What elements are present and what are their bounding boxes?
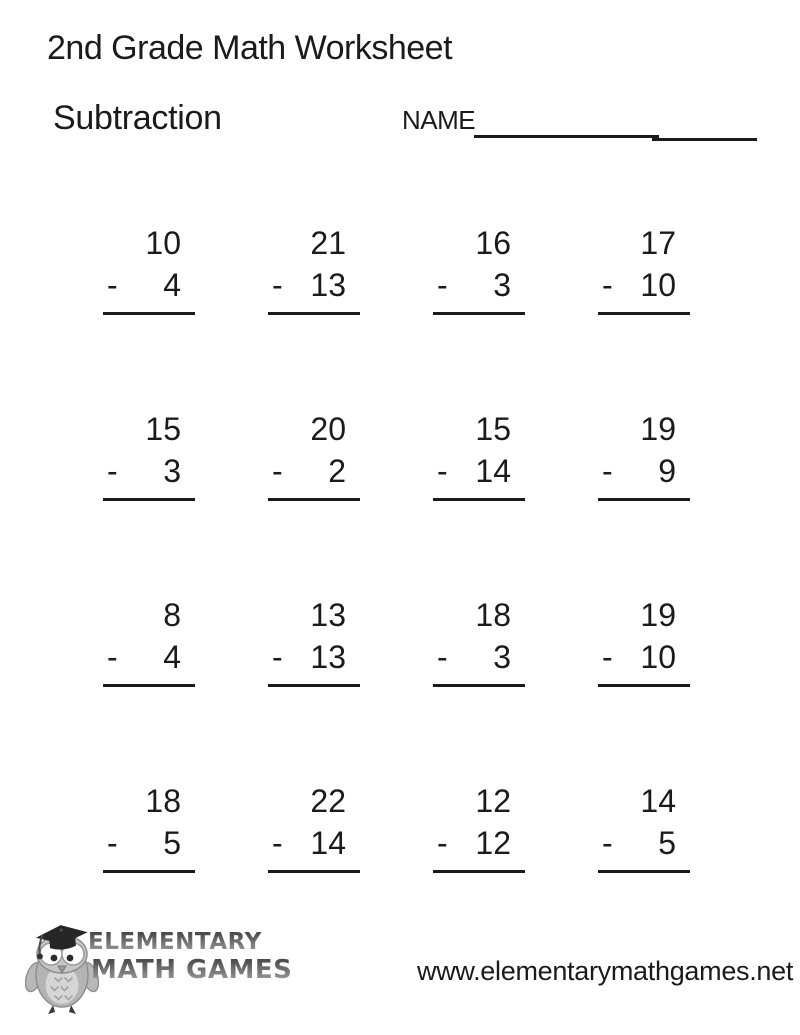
minuend: 17 xyxy=(640,225,676,261)
minuend: 10 xyxy=(145,225,181,261)
minuend: 19 xyxy=(640,411,676,447)
subtraction-problem xyxy=(598,594,690,687)
minuend: 15 xyxy=(145,411,181,447)
subtrahend-row xyxy=(433,264,525,306)
minus-operator: - xyxy=(272,453,283,489)
subtrahend-row xyxy=(433,822,525,864)
answer-line xyxy=(433,684,525,687)
problems-grid xyxy=(103,222,690,873)
subtrahend-row xyxy=(103,450,195,492)
answer-line xyxy=(433,312,525,315)
subtrahend-row xyxy=(598,264,690,306)
subtrahend-row xyxy=(268,264,360,306)
answer-line xyxy=(103,870,195,873)
subtrahend: 10 xyxy=(640,639,676,675)
page-title: 2nd Grade Math Worksheet xyxy=(47,29,453,67)
subtraction-problem xyxy=(598,222,690,315)
subtrahend: 4 xyxy=(163,267,181,303)
subtraction-problem xyxy=(433,780,525,873)
subtrahend-row xyxy=(598,636,690,678)
minus-operator: - xyxy=(437,639,448,675)
subtrahend-row xyxy=(268,822,360,864)
answer-line xyxy=(433,498,525,501)
subtraction-problem xyxy=(103,780,195,873)
subtraction-problem xyxy=(433,594,525,687)
subtraction-problem xyxy=(433,222,525,315)
name-blank-line xyxy=(652,138,757,141)
subtrahend-row xyxy=(103,822,195,864)
subtrahend: 3 xyxy=(163,453,181,489)
answer-line xyxy=(103,498,195,501)
minus-operator: - xyxy=(272,639,283,675)
minuend: 18 xyxy=(475,597,511,633)
minuend: 18 xyxy=(145,783,181,819)
subtrahend-row xyxy=(268,636,360,678)
minuend: 19 xyxy=(640,597,676,633)
subtrahend-row xyxy=(103,264,195,306)
minus-operator: - xyxy=(272,267,283,303)
subtrahend-row xyxy=(433,636,525,678)
minuend: 14 xyxy=(640,783,676,819)
minuend: 13 xyxy=(310,597,346,633)
subtrahend-row xyxy=(268,450,360,492)
minuend: 22 xyxy=(310,783,346,819)
subtraction-problem xyxy=(268,222,360,315)
subtrahend: 2 xyxy=(328,453,346,489)
minus-operator: - xyxy=(602,639,613,675)
answer-line xyxy=(598,312,690,315)
subtraction-problem xyxy=(103,594,195,687)
logo-line-2: MATH GAMES xyxy=(91,955,293,985)
minus-operator: - xyxy=(107,639,118,675)
name-blank-line xyxy=(474,135,659,138)
answer-line xyxy=(433,870,525,873)
subtraction-problem xyxy=(433,408,525,501)
subtraction-problem xyxy=(268,408,360,501)
minus-operator: - xyxy=(602,453,613,489)
answer-line xyxy=(268,312,360,315)
subtrahend-row xyxy=(598,450,690,492)
answer-line xyxy=(598,684,690,687)
subtrahend: 4 xyxy=(163,639,181,675)
subtrahend: 12 xyxy=(475,825,511,861)
minuend: 15 xyxy=(475,411,511,447)
subtrahend: 14 xyxy=(475,453,511,489)
minuend: 12 xyxy=(475,783,511,819)
subtraction-problem xyxy=(103,408,195,501)
website-url: www.elementarymathgames.net xyxy=(417,956,794,986)
subtrahend: 13 xyxy=(310,267,346,303)
subtrahend: 10 xyxy=(640,267,676,303)
subtraction-problem xyxy=(598,780,690,873)
minuend: 20 xyxy=(310,411,346,447)
answer-line xyxy=(268,498,360,501)
answer-line xyxy=(268,684,360,687)
minus-operator: - xyxy=(437,453,448,489)
minuend: 21 xyxy=(310,225,346,261)
minus-operator: - xyxy=(107,267,118,303)
subtrahend-row xyxy=(103,636,195,678)
minus-operator: - xyxy=(107,453,118,489)
subtrahend: 3 xyxy=(493,267,511,303)
subtrahend: 9 xyxy=(658,453,676,489)
subtrahend: 14 xyxy=(310,825,346,861)
answer-line xyxy=(598,498,690,501)
subtraction-problem xyxy=(268,780,360,873)
worksheet-topic: Subtraction xyxy=(53,99,222,137)
answer-line xyxy=(103,312,195,315)
logo-line-1: ELEMENTARY xyxy=(88,931,292,954)
subtrahend-row xyxy=(433,450,525,492)
minus-operator: - xyxy=(602,267,613,303)
minus-operator: - xyxy=(602,825,613,861)
subtraction-problem xyxy=(268,594,360,687)
minus-operator: - xyxy=(272,825,283,861)
answer-line xyxy=(103,684,195,687)
answer-line xyxy=(268,870,360,873)
subtrahend-row xyxy=(598,822,690,864)
name-label: NAME xyxy=(402,105,476,135)
subtraction-problem xyxy=(598,408,690,501)
minus-operator: - xyxy=(437,825,448,861)
minus-operator: - xyxy=(107,825,118,861)
minus-operator: - xyxy=(437,267,448,303)
subtrahend: 5 xyxy=(658,825,676,861)
minuend: 16 xyxy=(475,225,511,261)
subtrahend: 13 xyxy=(310,639,346,675)
answer-line xyxy=(598,870,690,873)
logo-wordmark xyxy=(88,931,292,983)
subtrahend: 3 xyxy=(493,639,511,675)
subtraction-problem xyxy=(103,222,195,315)
subtrahend: 5 xyxy=(163,825,181,861)
minuend: 8 xyxy=(163,597,181,633)
